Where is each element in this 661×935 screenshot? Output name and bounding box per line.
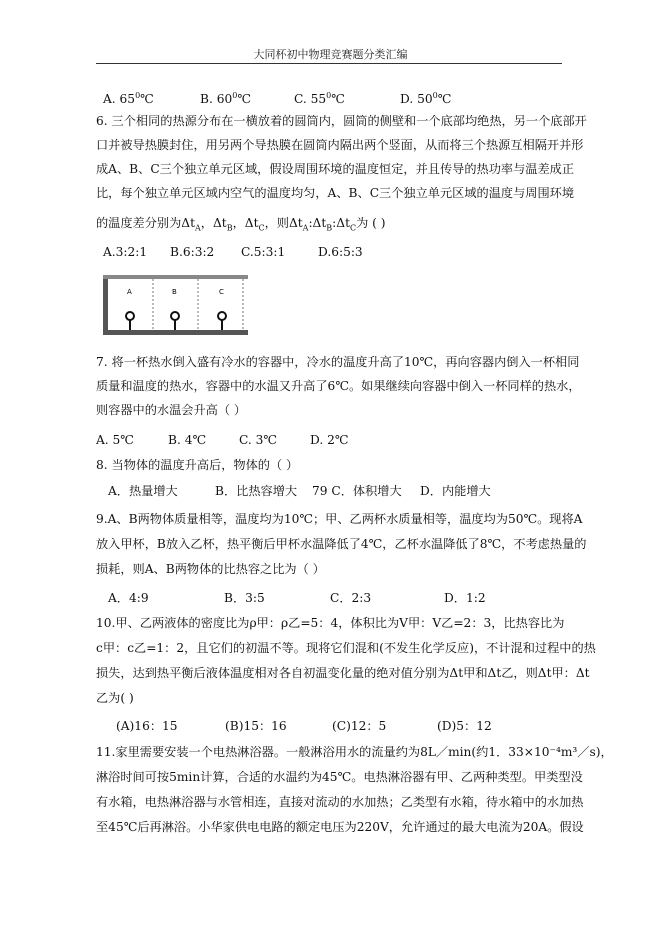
- q6-option-b: B.6:3:2: [170, 245, 215, 259]
- q10-option-a: (A)16：15: [116, 719, 178, 733]
- q11-line-2: 淋浴时间可按5min计算，合适的水温约为45℃。电热淋浴器有甲、乙两种类型。甲类型没: [96, 770, 583, 784]
- q10-line-1: 10.甲、乙两液体的密度比为ρ甲：ρ乙=5：4，体积比为V甲：V乙=2：3，比热容比为: [96, 616, 565, 630]
- heat-source-b: [171, 312, 179, 330]
- heat-source-cylinder-diagram: [103, 275, 248, 335]
- figure-label-b: B: [172, 288, 177, 296]
- q10-line-2: c甲：c乙=1：2，且它们的初温不等。现将它们混和(不发生化学反应)，不计混和过程中的热: [96, 641, 596, 655]
- q5-option-c: C. $55^0℃$: [294, 91, 345, 107]
- q8-option-d: D．内能增大: [420, 484, 491, 498]
- q5-option-a: A. $65^0℃$: [103, 91, 154, 107]
- q10-option-b: (B)15：16: [225, 719, 287, 733]
- heat-source-c: [218, 312, 226, 330]
- q11-line-3: 有水箱，电热淋浴器与水管相连，直接对流动的水加热；乙类型有水箱，待水箱中的水加热: [96, 795, 584, 809]
- q6-option-d: D.6:5:3: [318, 245, 363, 259]
- q7-option-b: B. 4℃: [168, 433, 207, 447]
- q6-option-a: A.3:2:1: [103, 245, 148, 259]
- q10-line-3: 损失，达到热平衡后液体温度相对各自初温变化量的绝对值分别为Δt甲和Δt乙，则Δt甲：Δt: [96, 666, 590, 680]
- page-header: 大同杯初中物理竞赛题分类汇编: [253, 48, 408, 61]
- q10-option-c: (C)12：5: [332, 719, 387, 733]
- q8-option-a: A．热量增大: [108, 484, 178, 498]
- q11-line-1: 11.家里需要安装一个电热淋浴器。一般淋浴用水的流量约为8L／min(约1．33×10⁻⁴m³／s)，: [96, 745, 613, 759]
- q7-line-1: 7. 将一杯热水倒入盛有冷水的容器中，冷水的温度升高了10℃，再向容器内倒入一杯相同: [96, 355, 580, 369]
- q9-line-1: 9.A、B两物体质量相等，温度均为10℃；甲、乙两杯水质量相等，温度均为50℃。现将A: [96, 512, 583, 526]
- q7-option-d: D. 2℃: [310, 433, 349, 447]
- figure-label-c: C: [219, 288, 224, 296]
- q6-line-5: 的温度差分别为$\Delta t_A$，$\Delta t_B$，$\Delta t_C$，则$\Delta t_A:\Delta t_B:\Delta t_C$为 ( ): [96, 216, 386, 233]
- q10-option-d: (D)5：12: [437, 719, 492, 733]
- q9-line-2: 放入甲杯，B放入乙杯，热平衡后甲杯水温降低了4℃，乙杯水温降低了8℃，不考虑热量的: [96, 537, 587, 551]
- q8-option-b: B．比热容增大: [215, 484, 298, 498]
- q11-line-4: 至45℃后再淋浴。小华家供电电路的额定电压为220V，允许通过的最大电流为20A。假设: [96, 820, 584, 834]
- q9-option-a: A．4:9: [108, 591, 149, 605]
- q7-line-3: 则容器中的水温会升高（ ）: [96, 403, 247, 417]
- q8-option-c: 79 C．体积增大: [312, 484, 402, 498]
- q5-option-d: D. $50^0℃$: [400, 91, 452, 107]
- q6-line-4: 比，每个独立单元区域内空气的温度均匀，A、B、C三个独立单元区域的温度与周围环境: [96, 186, 575, 200]
- q9-option-d: D．1:2: [444, 591, 486, 605]
- q10-line-4: 乙为( ): [96, 691, 134, 705]
- q9-option-b: B．3:5: [224, 591, 265, 605]
- q6-line-2: 口并被导热膜封住，用另两个导热膜在圆筒内隔出两个竖面，从而将三个热源互相隔开并形: [96, 138, 584, 152]
- q7-line-2: 质量和温度的热水，容器中的水温又升高了6℃。如果继续向容器中倒入一杯同样的热水，: [96, 379, 581, 393]
- q9-option-c: C．2:3: [330, 591, 372, 605]
- q5-option-b: B. $60^0℃$: [200, 91, 251, 107]
- q8-line: 8. 当物体的温度升高后，物体的（ ）: [96, 458, 299, 472]
- q7-option-a: A. 5℃: [96, 433, 134, 447]
- q6-line-3: 成A、B、C三个独立单元区域，假设周围环境的温度恒定，并且传导的热功率与温差成正: [96, 162, 575, 176]
- header-divider: [96, 63, 562, 64]
- heat-source-a: [126, 312, 134, 330]
- q6-line-1: 6. 三个相同的热源分布在一横放着的圆筒内，圆筒的侧壁和一个底部均绝热，另一个底部开: [96, 114, 587, 128]
- figure-label-a: A: [127, 288, 132, 296]
- q6-option-c: C.5:3:1: [241, 245, 286, 259]
- q9-line-3: 损耗，则A、B两物体的比热容之比为（ ）: [96, 562, 325, 576]
- q7-option-c: C. 3℃: [239, 433, 278, 447]
